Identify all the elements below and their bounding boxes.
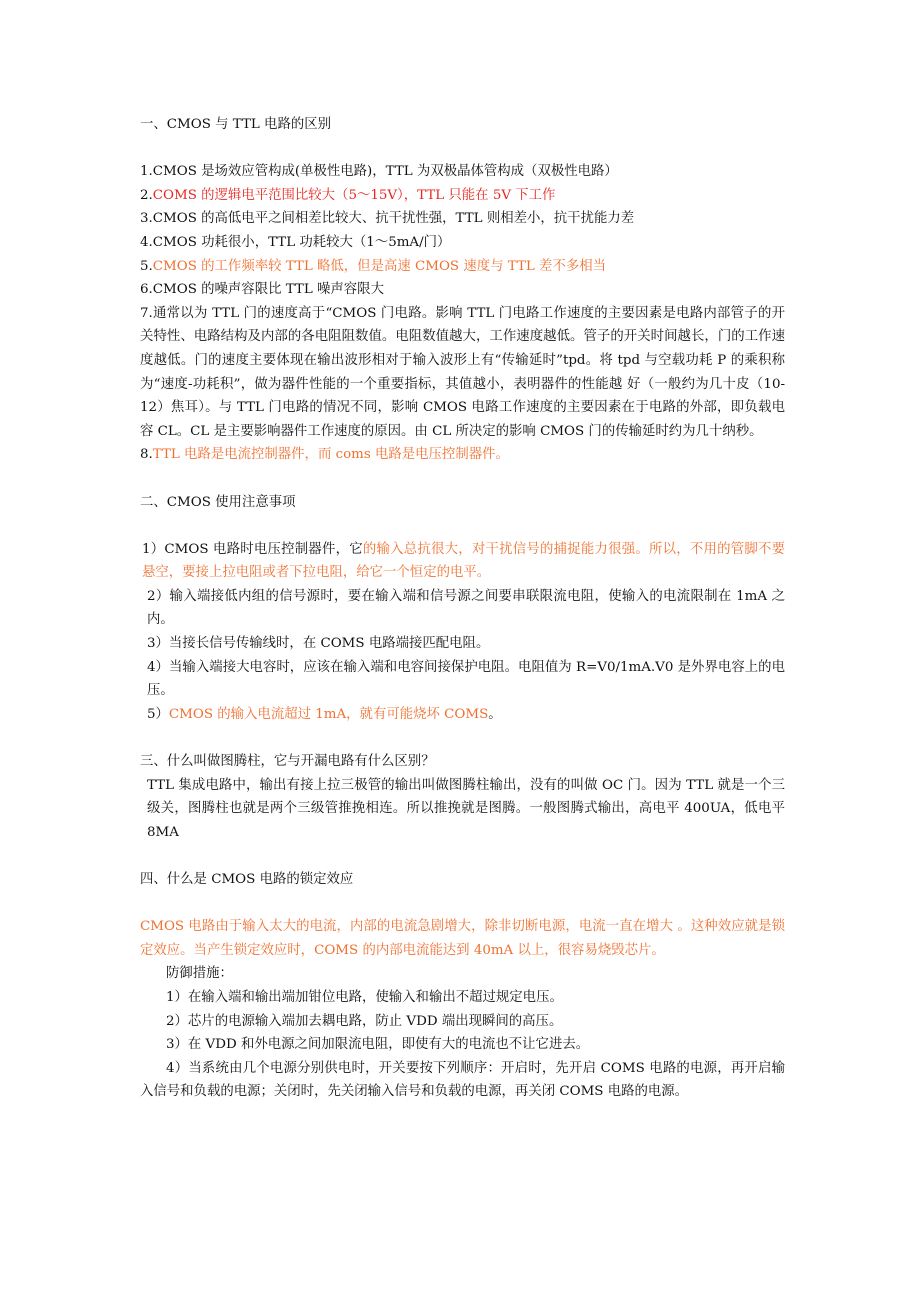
s2-item-1-highlight: 的输入总抗很大，对干扰信号的捕捉能力很强。所以，不用的管脚不要悬空，要接上拉电阻或者下拉电阻，给它一个恒定的电平。 <box>142 541 785 581</box>
s2-item-3: 3）当接长信号传输线时，在 COMS 电路端接匹配电阻。 <box>147 636 490 652</box>
s2-item-5 <box>140 703 785 727</box>
s4-measure-2: 2）芯片的电源输入端加去耦电路，防止 VDD 端出现瞬间的高压。 <box>166 1013 563 1029</box>
s1-item-1: 1.CMOS 是场效应管构成(单极性电路)，TTL 为双极晶体管构成（双极性电路） <box>140 164 618 180</box>
section-3-title: 三、什么叫做图腾柱，它与开漏电路有什么区别？ <box>140 754 435 770</box>
s2-item-5-tail: 。 <box>488 706 502 722</box>
s1-item-7: 7.通常以为 TTL 门的速度高于“CMOS 门电路。影响 TTL 门电路工作速度的主要因素是电路内部管子的开关特性、电路结构及内部的各电阻阻数值。电阻数值越大，工作速度越低。管子的开关时间越长，门的工作速度越低。门的速度主要体现在输出波形相对于输入波形上有“传输延时”tpd。将 tpd 与空载功耗 P 的乘积称为“速度-功耗积”，做为器件性能的一个重要指标，其值越小，表明器件的性能越 好（一般约为几十皮（10-12）焦耳）。与 TTL 门电路的情况不同，影响 CMOS 电路工作速度的主要因素在于电路的外部，即负载电容 CL。CL 是主要影响器件工作速度的原因。由 CL 所决定的影响 CMOS 门的传输延时约为几十纳秒。 <box>140 305 785 439</box>
section-2-title: 二、CMOS 使用注意事项 <box>140 494 296 510</box>
s2-item-4: 4）当输入端接大电容时，应该在输入端和电容间接保护电阻。电阻值为 R=V0/1mA.V0 是外界电容上的电压。 <box>147 659 785 699</box>
s1-item-3: 3.CMOS 的高低电平之间相差比较大、抗干扰性强，TTL 则相差小，抗干扰能力差 <box>140 211 635 227</box>
s1-item-8-text: TTL 电路是电流控制器件，而 coms 电路是电压控制器件。 <box>152 447 509 463</box>
section-4-title: 四、什么是 CMOS 电路的锁定效应 <box>140 872 354 887</box>
s1-item-5-text: CMOS 的工作频率较 TTL 略低，但是高速 CMOS 速度与 TTL 差不多相当 <box>152 258 607 274</box>
s3-body: TTL 集成电路中，输出有接上拉三极管的输出叫做图腾柱输出，没有的叫做 OC 门。因为 TTL 就是一个三级关，图腾柱也就是两个三级管推挽相连。所以推挽就是图腾。一般图腾式输出，高电平 400UA，低电平 8MA <box>147 777 785 840</box>
s4-measure-3: 3）在 VDD 和外电源之间加限流电阻，即使有大的电流也不让它进去。 <box>166 1037 590 1053</box>
s1-item-5-number: 5. <box>140 258 153 274</box>
s1-item-5 <box>140 255 785 279</box>
document-page <box>140 113 785 1104</box>
section-1-title: 一、CMOS 与 TTL 电路的区别 <box>140 117 332 132</box>
s2-item-1-lead: 1）CMOS 电路时电压控制器件，它 <box>142 541 363 557</box>
s1-item-4: 4.CMOS 功耗很小，TTL 功耗较大（1～5mA/门） <box>140 234 451 250</box>
s4-measure-1: 1）在输入端和输出端加钳位电路，使输入和输出不超过规定电压。 <box>166 989 563 1005</box>
s2-item-5-lead: 5） <box>147 706 169 722</box>
s2-item-1 <box>140 538 785 585</box>
s1-item-8-number: 8. <box>140 447 153 463</box>
s4-measure-4: 4）当系统由几个电源分别供电时，开关要按下列顺序：开启时，先开启 COMS 电路的电源，再开启输入信号和负载的电源；关闭时，先关闭输入信号和负载的电源，再关闭 COMS 电路的电源。 <box>140 1060 785 1100</box>
s1-item-2 <box>140 184 785 208</box>
s2-item-5-highlight: CMOS 的输入电流超过 1mA，就有可能烧坏 COMS <box>168 706 489 722</box>
s1-item-8 <box>140 443 785 467</box>
s1-item-2-text: COMS 的逻辑电平范围比较大（5～15V），TTL 只能在 5V 下工作 <box>152 187 556 203</box>
s4-latchup-description: CMOS 电路由于输入太大的电流，内部的电流急剧增大，除非切断电源，电流一直在增大 。这种效应就是锁定效应。当产生锁定效应时，COMS 的内部电流能达到 40mA 以上，很容易烧毁芯片。 <box>140 919 785 958</box>
s1-item-6: 6.CMOS 的噪声容限比 TTL 噪声容限大 <box>140 282 384 298</box>
s2-item-2: 2）输入端接低内组的信号源时，要在输入端和信号源之间要串联限流电阻，使输入的电流限制在 1mA 之内。 <box>147 588 785 628</box>
s4-measures-heading: 防御措施： <box>166 966 233 982</box>
s1-item-2-number: 2. <box>140 187 153 203</box>
